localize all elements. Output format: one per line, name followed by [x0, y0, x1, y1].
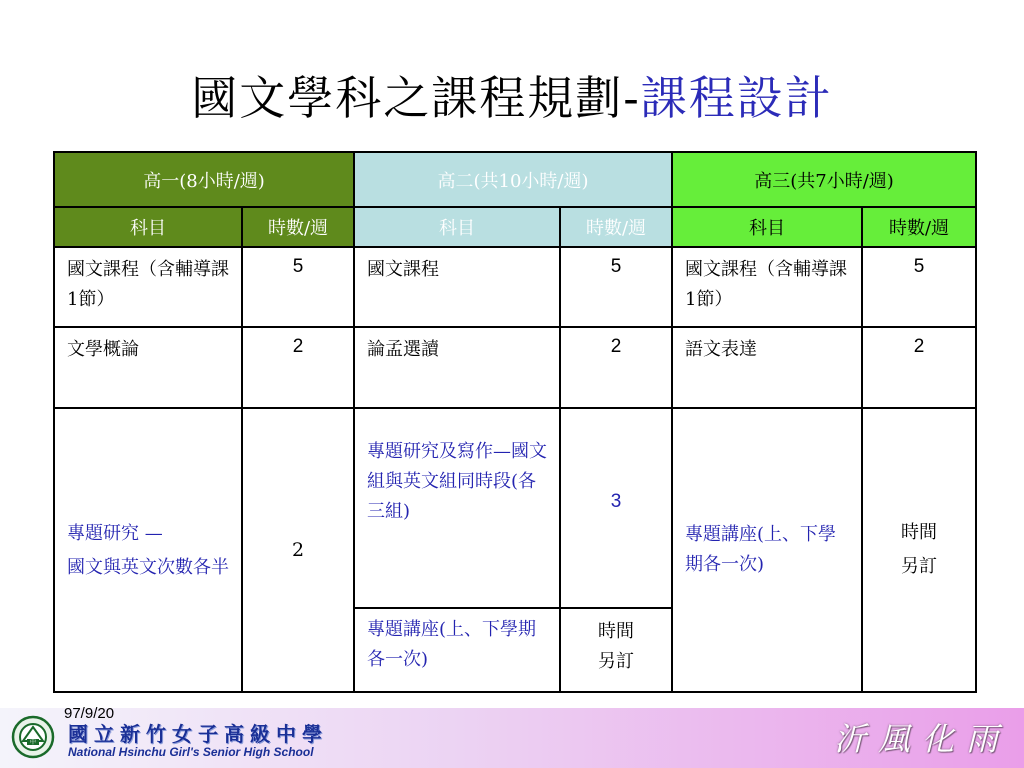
table-cell	[242, 327, 354, 408]
column-header-row	[54, 207, 976, 247]
table-cell	[672, 408, 862, 692]
table-cell	[862, 408, 976, 692]
grade1-header: 高一(8小時/週)	[54, 152, 354, 207]
grade3-header: 高三(共7小時/週)	[672, 152, 976, 207]
grade1-hours-header: 時數/週	[242, 207, 354, 247]
svg-text:中: 中	[29, 739, 37, 746]
subject-text: 專題研究 —	[67, 523, 163, 544]
grade3-hours-header: 時數/週	[862, 207, 976, 247]
subject-text: 國文課程（含輔導課1節）	[685, 259, 848, 310]
hours-value: 2	[610, 336, 622, 357]
hours-value: 2	[292, 336, 304, 357]
table-cell	[672, 327, 862, 408]
school-emblem-icon	[11, 715, 55, 759]
curriculum-table	[53, 151, 977, 693]
subject-text: 語文表達	[685, 339, 758, 360]
table-cell	[354, 327, 560, 408]
title-accent: 課程設計	[640, 71, 833, 125]
table-cell	[54, 247, 242, 327]
table-cell	[560, 408, 672, 608]
hours-value: 5	[610, 256, 622, 277]
table-cell	[560, 247, 672, 327]
hours-text: 時間	[598, 621, 634, 642]
footer-date: 97/9/20	[64, 705, 115, 722]
subject-text: 專題講座(上、下學期各一次)	[685, 524, 837, 575]
table-row	[54, 247, 976, 327]
table-cell	[242, 408, 354, 692]
hours-value: 5	[292, 256, 304, 277]
hours-text: 另訂	[901, 556, 938, 577]
table-cell	[354, 247, 560, 327]
table-cell	[560, 608, 672, 692]
title-separator: -	[623, 71, 641, 125]
hours-value: 2	[913, 336, 925, 357]
subject-text: 國文與英文次數各半	[67, 557, 229, 578]
subject-text: 國文課程（含輔導課1節）	[67, 259, 229, 310]
table-cell	[54, 408, 242, 692]
hours-value: 2	[291, 539, 305, 561]
grade1-subject-header: 科目	[54, 207, 242, 247]
grade3-subject-header: 科目	[672, 207, 862, 247]
subject-text: 文學概論	[67, 339, 139, 360]
hours-value: 5	[913, 256, 925, 277]
school-name-en: National Hsinchu Girl's Senior High School	[68, 745, 314, 759]
table-cell	[672, 247, 862, 327]
table-cell	[862, 247, 976, 327]
table-cell	[242, 247, 354, 327]
grade2-hours-header: 時數/週	[560, 207, 672, 247]
subject-text: 專題講座(上、下學期各一次)	[367, 619, 537, 670]
table-cell	[354, 408, 560, 608]
subject-text: 國文課程	[367, 259, 439, 280]
hours-text: 另訂	[598, 651, 634, 672]
school-name: 國立新竹女子高級中學	[68, 722, 328, 746]
table-row	[54, 408, 976, 608]
hours-value: 3	[610, 491, 622, 512]
grade2-header: 高二(共10小時/週)	[354, 152, 672, 207]
title-main: 國文學科之課程規劃	[191, 71, 624, 125]
table-cell	[560, 327, 672, 408]
slide-title	[0, 68, 1024, 128]
table-row	[54, 327, 976, 408]
table-cell	[862, 327, 976, 408]
table-cell	[54, 327, 242, 408]
subject-text: 專題研究及寫作—國文組與英文組同時段(各三組)	[367, 441, 547, 522]
school-motto: 沂風化雨	[833, 720, 1010, 758]
table-cell	[354, 608, 560, 692]
grade2-subject-header: 科目	[354, 207, 560, 247]
hours-text: 時間	[901, 522, 938, 543]
grade-header-row	[54, 152, 976, 207]
subject-text: 論孟選讀	[367, 339, 439, 360]
